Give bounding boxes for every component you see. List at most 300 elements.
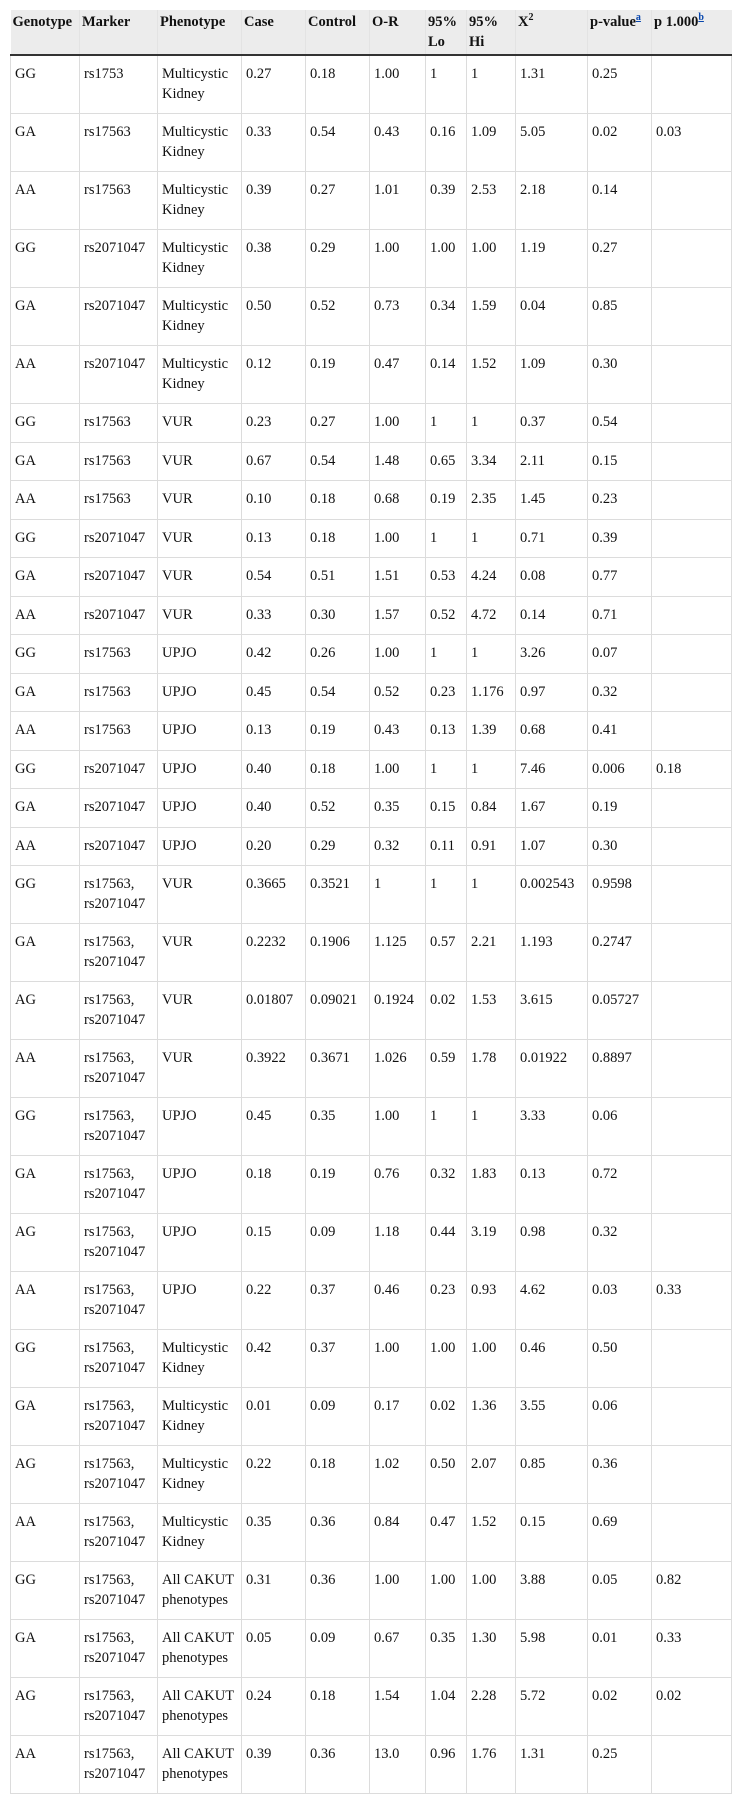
cell-genotype: GA — [11, 558, 80, 597]
cell-case: 0.42 — [242, 635, 306, 674]
cell-ci-hi: 1.52 — [467, 1504, 516, 1562]
cell-case: 0.35 — [242, 1504, 306, 1562]
cell-marker: rs2071047 — [80, 596, 158, 635]
cell-p-1000 — [652, 172, 732, 230]
cell-genotype: GG — [11, 519, 80, 558]
cell-genotype: GG — [11, 1330, 80, 1388]
cell-case: 0.38 — [242, 230, 306, 288]
cell-chi-square: 1.193 — [516, 924, 588, 982]
cell-ci-hi: 1.59 — [467, 288, 516, 346]
cell-chi-square: 1.45 — [516, 481, 588, 520]
cell-control: 0.29 — [306, 827, 370, 866]
cell-case: 0.22 — [242, 1446, 306, 1504]
cell-ci-hi: 0.84 — [467, 789, 516, 828]
cell-marker: rs2071047 — [80, 750, 158, 789]
cell-genotype: GA — [11, 288, 80, 346]
cell-phenotype: UPJO — [158, 1272, 242, 1330]
cell-ci-lo: 0.50 — [426, 1446, 467, 1504]
cell-case: 0.42 — [242, 1330, 306, 1388]
table-row — [11, 114, 732, 172]
cell-case: 0.50 — [242, 288, 306, 346]
cell-phenotype: VUR — [158, 519, 242, 558]
cell-chi-square: 0.71 — [516, 519, 588, 558]
cell-p-1000 — [652, 673, 732, 712]
cell-chi-square: 5.72 — [516, 1678, 588, 1736]
cell-chi-square: 0.08 — [516, 558, 588, 597]
cell-ci-hi: 3.19 — [467, 1214, 516, 1272]
cell-genotype: GG — [11, 1098, 80, 1156]
cell-marker: rs17563, rs2071047 — [80, 1620, 158, 1678]
cell-phenotype: UPJO — [158, 673, 242, 712]
cell-case: 0.24 — [242, 1678, 306, 1736]
cell-odds-ratio: 1.01 — [370, 172, 426, 230]
cell-odds-ratio: 0.43 — [370, 114, 426, 172]
cell-case: 0.39 — [242, 1736, 306, 1794]
cell-odds-ratio: 1.00 — [370, 519, 426, 558]
cell-p-value: 0.54 — [588, 404, 652, 443]
cell-control: 0.54 — [306, 114, 370, 172]
cell-marker: rs17563 — [80, 172, 158, 230]
cell-ci-lo: 1 — [426, 519, 467, 558]
cell-odds-ratio: 1.00 — [370, 230, 426, 288]
footnote-link[interactable]: a — [635, 12, 641, 24]
column-header-label: p 1.000 — [654, 14, 699, 30]
cell-phenotype: VUR — [158, 924, 242, 982]
cell-genotype: GG — [11, 404, 80, 443]
table-row — [11, 673, 732, 712]
cell-odds-ratio: 1.00 — [370, 1562, 426, 1620]
cell-case: 0.40 — [242, 750, 306, 789]
table-row — [11, 55, 732, 114]
cell-marker: rs17563 — [80, 442, 158, 481]
cell-control: 0.37 — [306, 1272, 370, 1330]
column-header-label: O-R — [372, 14, 399, 30]
cell-p-value: 0.9598 — [588, 866, 652, 924]
cell-p-1000 — [652, 866, 732, 924]
genotype-association-table — [10, 10, 732, 1794]
table-row — [11, 827, 732, 866]
cell-marker: rs17563 — [80, 481, 158, 520]
cell-chi-square: 2.18 — [516, 172, 588, 230]
cell-ci-hi: 1.39 — [467, 712, 516, 751]
cell-p-1000 — [652, 1098, 732, 1156]
cell-marker: rs17563, rs2071047 — [80, 1040, 158, 1098]
cell-p-value: 0.25 — [588, 1736, 652, 1794]
cell-p-1000 — [652, 404, 732, 443]
cell-p-value: 0.50 — [588, 1330, 652, 1388]
cell-control: 0.18 — [306, 1678, 370, 1736]
cell-genotype: AG — [11, 1446, 80, 1504]
cell-ci-lo: 0.23 — [426, 673, 467, 712]
cell-ci-lo: 1.04 — [426, 1678, 467, 1736]
cell-p-1000: 0.02 — [652, 1678, 732, 1736]
cell-p-1000: 0.82 — [652, 1562, 732, 1620]
cell-odds-ratio: 1.57 — [370, 596, 426, 635]
cell-marker: rs17563, rs2071047 — [80, 1736, 158, 1794]
cell-chi-square: 0.97 — [516, 673, 588, 712]
cell-odds-ratio: 0.46 — [370, 1272, 426, 1330]
cell-phenotype: UPJO — [158, 1156, 242, 1214]
footnote-link[interactable]: b — [698, 12, 704, 24]
cell-odds-ratio: 0.68 — [370, 481, 426, 520]
cell-phenotype: UPJO — [158, 1098, 242, 1156]
cell-genotype: GG — [11, 55, 80, 114]
cell-p-1000 — [652, 1504, 732, 1562]
cell-odds-ratio: 0.47 — [370, 346, 426, 404]
cell-ci-hi: 1 — [467, 1098, 516, 1156]
cell-case: 0.23 — [242, 404, 306, 443]
column-header-genotype — [11, 10, 80, 55]
cell-marker: rs2071047 — [80, 558, 158, 597]
cell-control: 0.18 — [306, 1446, 370, 1504]
cell-chi-square: 2.11 — [516, 442, 588, 481]
cell-p-1000 — [652, 1156, 732, 1214]
cell-ci-lo: 1 — [426, 55, 467, 114]
cell-ci-lo: 0.02 — [426, 1388, 467, 1446]
cell-genotype: AA — [11, 346, 80, 404]
cell-chi-square: 1.07 — [516, 827, 588, 866]
cell-ci-hi: 2.07 — [467, 1446, 516, 1504]
cell-marker: rs17563, rs2071047 — [80, 1330, 158, 1388]
cell-ci-lo: 0.15 — [426, 789, 467, 828]
cell-ci-hi: 0.91 — [467, 827, 516, 866]
column-header-odds-ratio — [370, 10, 426, 55]
cell-ci-hi: 1.00 — [467, 1562, 516, 1620]
cell-genotype: GA — [11, 789, 80, 828]
cell-chi-square: 0.002543 — [516, 866, 588, 924]
cell-marker: rs17563, rs2071047 — [80, 924, 158, 982]
cell-chi-square: 0.14 — [516, 596, 588, 635]
cell-p-value: 0.23 — [588, 481, 652, 520]
cell-chi-square: 1.19 — [516, 230, 588, 288]
cell-ci-lo: 0.52 — [426, 596, 467, 635]
cell-phenotype: UPJO — [158, 635, 242, 674]
cell-p-1000 — [652, 827, 732, 866]
column-header-control — [306, 10, 370, 55]
cell-odds-ratio: 1.48 — [370, 442, 426, 481]
cell-chi-square: 0.15 — [516, 1504, 588, 1562]
cell-genotype: GG — [11, 866, 80, 924]
table-row — [11, 1098, 732, 1156]
cell-odds-ratio: 1.00 — [370, 750, 426, 789]
cell-case: 0.3922 — [242, 1040, 306, 1098]
cell-control: 0.09 — [306, 1620, 370, 1678]
table-row — [11, 1156, 732, 1214]
cell-odds-ratio: 0.35 — [370, 789, 426, 828]
cell-p-1000 — [652, 982, 732, 1040]
table-row — [11, 1330, 732, 1388]
cell-ci-lo: 0.96 — [426, 1736, 467, 1794]
cell-control: 0.27 — [306, 172, 370, 230]
cell-ci-lo: 1 — [426, 866, 467, 924]
cell-genotype: AA — [11, 1272, 80, 1330]
cell-case: 0.13 — [242, 712, 306, 751]
cell-p-1000 — [652, 712, 732, 751]
cell-odds-ratio: 0.76 — [370, 1156, 426, 1214]
cell-ci-hi: 0.93 — [467, 1272, 516, 1330]
cell-marker: rs17563, rs2071047 — [80, 982, 158, 1040]
cell-case: 0.15 — [242, 1214, 306, 1272]
cell-control: 0.18 — [306, 750, 370, 789]
cell-chi-square: 3.88 — [516, 1562, 588, 1620]
cell-ci-lo: 0.57 — [426, 924, 467, 982]
cell-ci-hi: 2.53 — [467, 172, 516, 230]
cell-ci-hi: 1.76 — [467, 1736, 516, 1794]
cell-ci-hi: 1.09 — [467, 114, 516, 172]
cell-ci-lo: 0.02 — [426, 982, 467, 1040]
cell-p-1000 — [652, 1446, 732, 1504]
cell-marker: rs17563, rs2071047 — [80, 1156, 158, 1214]
column-header-label: Marker — [82, 14, 131, 30]
cell-p-value: 0.14 — [588, 172, 652, 230]
cell-marker: rs17563, rs2071047 — [80, 1272, 158, 1330]
cell-marker: rs17563, rs2071047 — [80, 1388, 158, 1446]
cell-control: 0.27 — [306, 404, 370, 443]
cell-chi-square: 5.98 — [516, 1620, 588, 1678]
cell-p-1000 — [652, 596, 732, 635]
cell-phenotype: Multicystic Kidney — [158, 288, 242, 346]
cell-p-value: 0.05 — [588, 1562, 652, 1620]
cell-control: 0.37 — [306, 1330, 370, 1388]
cell-marker: rs17563, rs2071047 — [80, 1098, 158, 1156]
table-row — [11, 558, 732, 597]
cell-p-value: 0.02 — [588, 1678, 652, 1736]
table-row — [11, 230, 732, 288]
cell-p-1000: 0.33 — [652, 1272, 732, 1330]
cell-phenotype: VUR — [158, 1040, 242, 1098]
table-row — [11, 712, 732, 751]
cell-control: 0.09021 — [306, 982, 370, 1040]
cell-p-1000: 0.03 — [652, 114, 732, 172]
cell-case: 0.01807 — [242, 982, 306, 1040]
cell-control: 0.3521 — [306, 866, 370, 924]
cell-genotype: GA — [11, 114, 80, 172]
cell-genotype: GG — [11, 750, 80, 789]
column-header-phenotype — [158, 10, 242, 55]
cell-ci-lo: 0.23 — [426, 1272, 467, 1330]
cell-ci-hi: 1 — [467, 750, 516, 789]
cell-control: 0.35 — [306, 1098, 370, 1156]
cell-ci-lo: 0.32 — [426, 1156, 467, 1214]
cell-ci-hi: 1.00 — [467, 230, 516, 288]
cell-phenotype: VUR — [158, 404, 242, 443]
cell-p-value: 0.36 — [588, 1446, 652, 1504]
cell-control: 0.18 — [306, 519, 370, 558]
cell-marker: rs17563 — [80, 114, 158, 172]
cell-phenotype: Multicystic Kidney — [158, 346, 242, 404]
cell-marker: rs17563, rs2071047 — [80, 1446, 158, 1504]
cell-odds-ratio: 1.51 — [370, 558, 426, 597]
cell-p-1000 — [652, 346, 732, 404]
table-row — [11, 924, 732, 982]
cell-ci-lo: 0.47 — [426, 1504, 467, 1562]
cell-odds-ratio: 0.52 — [370, 673, 426, 712]
cell-phenotype: All CAKUT phenotypes — [158, 1736, 242, 1794]
cell-case: 0.18 — [242, 1156, 306, 1214]
cell-ci-lo: 0.39 — [426, 172, 467, 230]
cell-phenotype: UPJO — [158, 712, 242, 751]
cell-p-value: 0.32 — [588, 673, 652, 712]
cell-control: 0.36 — [306, 1504, 370, 1562]
cell-genotype: AA — [11, 596, 80, 635]
cell-case: 0.13 — [242, 519, 306, 558]
cell-chi-square: 0.04 — [516, 288, 588, 346]
cell-phenotype: Multicystic Kidney — [158, 1504, 242, 1562]
column-header-label: Phenotype — [160, 14, 226, 30]
cell-ci-hi: 1.78 — [467, 1040, 516, 1098]
cell-p-1000 — [652, 442, 732, 481]
cell-p-value: 0.30 — [588, 827, 652, 866]
cell-p-value: 0.02 — [588, 114, 652, 172]
cell-ci-hi: 1.52 — [467, 346, 516, 404]
cell-p-value: 0.85 — [588, 288, 652, 346]
table-row — [11, 1620, 732, 1678]
table-row — [11, 346, 732, 404]
cell-control: 0.3671 — [306, 1040, 370, 1098]
table-row — [11, 1214, 732, 1272]
cell-chi-square: 5.05 — [516, 114, 588, 172]
table-row — [11, 442, 732, 481]
cell-p-value: 0.07 — [588, 635, 652, 674]
cell-ci-hi: 1.30 — [467, 1620, 516, 1678]
cell-case: 0.3665 — [242, 866, 306, 924]
cell-control: 0.19 — [306, 712, 370, 751]
cell-control: 0.1906 — [306, 924, 370, 982]
cell-ci-lo: 0.14 — [426, 346, 467, 404]
cell-ci-lo: 0.11 — [426, 827, 467, 866]
cell-phenotype: Multicystic Kidney — [158, 1388, 242, 1446]
table-row — [11, 172, 732, 230]
cell-chi-square: 7.46 — [516, 750, 588, 789]
cell-p-1000: 0.33 — [652, 1620, 732, 1678]
cell-marker: rs2071047 — [80, 346, 158, 404]
cell-p-value: 0.30 — [588, 346, 652, 404]
cell-marker: rs2071047 — [80, 827, 158, 866]
cell-control: 0.19 — [306, 346, 370, 404]
cell-p-1000 — [652, 1330, 732, 1388]
cell-chi-square: 1.09 — [516, 346, 588, 404]
cell-p-1000 — [652, 1736, 732, 1794]
table-row — [11, 982, 732, 1040]
cell-genotype: AG — [11, 1214, 80, 1272]
table-row — [11, 635, 732, 674]
cell-genotype: AA — [11, 712, 80, 751]
cell-control: 0.19 — [306, 1156, 370, 1214]
cell-genotype: AG — [11, 1678, 80, 1736]
cell-marker: rs2071047 — [80, 519, 158, 558]
cell-genotype: GA — [11, 1156, 80, 1214]
cell-control: 0.09 — [306, 1214, 370, 1272]
cell-phenotype: Multicystic Kidney — [158, 114, 242, 172]
cell-marker: rs1753 — [80, 55, 158, 114]
cell-p-value: 0.03 — [588, 1272, 652, 1330]
cell-marker: rs17563 — [80, 404, 158, 443]
cell-marker: rs2071047 — [80, 230, 158, 288]
cell-odds-ratio: 0.73 — [370, 288, 426, 346]
column-header-p-1000 — [652, 10, 732, 55]
cell-ci-hi: 1.36 — [467, 1388, 516, 1446]
cell-p-1000 — [652, 519, 732, 558]
cell-marker: rs17563 — [80, 673, 158, 712]
cell-genotype: AA — [11, 172, 80, 230]
cell-p-value: 0.19 — [588, 789, 652, 828]
table-row — [11, 1040, 732, 1098]
cell-phenotype: Multicystic Kidney — [158, 1446, 242, 1504]
cell-marker: rs17563, rs2071047 — [80, 1562, 158, 1620]
column-header-label: Genotype — [12, 14, 73, 30]
cell-phenotype: VUR — [158, 982, 242, 1040]
cell-chi-square: 0.37 — [516, 404, 588, 443]
cell-p-1000 — [652, 230, 732, 288]
cell-case: 0.31 — [242, 1562, 306, 1620]
cell-odds-ratio: 1.00 — [370, 404, 426, 443]
cell-ci-lo: 1 — [426, 635, 467, 674]
cell-genotype: AA — [11, 827, 80, 866]
cell-p-1000 — [652, 481, 732, 520]
cell-p-value: 0.41 — [588, 712, 652, 751]
cell-odds-ratio: 1.00 — [370, 635, 426, 674]
cell-ci-lo: 0.19 — [426, 481, 467, 520]
cell-case: 0.54 — [242, 558, 306, 597]
cell-genotype: GG — [11, 230, 80, 288]
cell-genotype: GG — [11, 1562, 80, 1620]
cell-ci-hi: 2.28 — [467, 1678, 516, 1736]
table-row — [11, 789, 732, 828]
cell-odds-ratio: 1.026 — [370, 1040, 426, 1098]
table-row — [11, 1272, 732, 1330]
cell-phenotype: All CAKUT phenotypes — [158, 1562, 242, 1620]
cell-ci-lo: 0.59 — [426, 1040, 467, 1098]
table-row — [11, 596, 732, 635]
table-row — [11, 1446, 732, 1504]
cell-ci-hi: 1.53 — [467, 982, 516, 1040]
cell-phenotype: Multicystic Kidney — [158, 55, 242, 114]
cell-p-1000 — [652, 288, 732, 346]
cell-phenotype: VUR — [158, 558, 242, 597]
cell-genotype: GA — [11, 442, 80, 481]
column-header-label: 95% Lo — [428, 14, 457, 50]
cell-control: 0.09 — [306, 1388, 370, 1446]
cell-control: 0.36 — [306, 1736, 370, 1794]
cell-odds-ratio: 1.02 — [370, 1446, 426, 1504]
cell-p-value: 0.2747 — [588, 924, 652, 982]
cell-p-value: 0.72 — [588, 1156, 652, 1214]
cell-marker: rs17563 — [80, 635, 158, 674]
cell-control: 0.54 — [306, 673, 370, 712]
cell-p-value: 0.32 — [588, 1214, 652, 1272]
cell-ci-lo: 0.65 — [426, 442, 467, 481]
column-header-p-value — [588, 10, 652, 55]
cell-genotype: AA — [11, 481, 80, 520]
cell-ci-lo: 0.44 — [426, 1214, 467, 1272]
cell-p-value: 0.06 — [588, 1098, 652, 1156]
table-row — [11, 519, 732, 558]
table-row — [11, 1504, 732, 1562]
cell-ci-lo: 0.13 — [426, 712, 467, 751]
column-header-label: X — [518, 14, 529, 30]
cell-case: 0.39 — [242, 172, 306, 230]
cell-ci-hi: 1 — [467, 866, 516, 924]
cell-p-1000 — [652, 635, 732, 674]
table-row — [11, 750, 732, 789]
cell-ci-lo: 0.34 — [426, 288, 467, 346]
cell-chi-square: 0.68 — [516, 712, 588, 751]
cell-genotype: AG — [11, 982, 80, 1040]
cell-ci-hi: 1 — [467, 404, 516, 443]
cell-marker: rs17563, rs2071047 — [80, 1678, 158, 1736]
cell-p-value: 0.006 — [588, 750, 652, 789]
table-row — [11, 404, 732, 443]
